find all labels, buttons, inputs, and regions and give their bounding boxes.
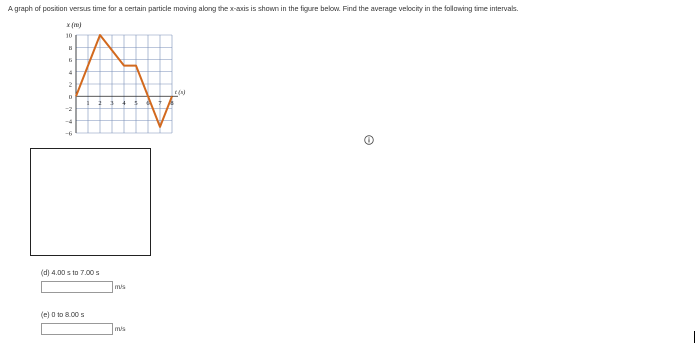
part-e [41,312,125,335]
question-text: A graph of position versus time for a certain particle moving along the x-axis is shown in the figure below. Find the average velocity in the following time intervals. [8,4,519,13]
x-tick-label: 2 [98,100,102,107]
y-axis-label: x (m) [66,21,82,29]
y-tick-label: 4 [68,69,72,77]
info-icon[interactable] [364,135,374,145]
x-axis-label: t (s) [175,89,186,96]
x-tick-label: 4 [122,100,126,107]
figure-placeholder-box [30,148,151,256]
x-tick-label: 3 [110,100,114,107]
y-tick-label: 0 [68,93,72,101]
part-e-unit: m/s [115,325,126,333]
x-tick-label: 5 [134,100,138,107]
text-cursor [694,331,695,343]
y-tick-label: −4 [65,118,72,126]
y-tick-label: 8 [68,44,72,52]
part-d-unit: m/s [115,283,126,291]
y-tick-label: −6 [65,130,72,138]
y-tick-label: 10 [65,32,72,40]
part-d-label: (d) 4.00 s to 7.00 s [41,270,100,277]
y-tick-label: 6 [68,57,72,64]
x-tick-label: 7 [158,100,162,107]
x-tick-label: 6 [146,100,150,107]
x-tick-label: 1 [86,100,90,107]
y-tick-label: 2 [68,81,72,89]
y-tick-label: −2 [65,106,72,113]
part-d [41,270,125,293]
part-d-answer-input[interactable] [41,281,113,293]
x-tick-label: 8 [170,100,174,107]
part-e-answer-input[interactable] [41,323,113,335]
position-time-graph [56,18,186,145]
part-e-label: (e) 0 to 8.00 s [41,312,85,319]
graph-svg [56,18,186,140]
